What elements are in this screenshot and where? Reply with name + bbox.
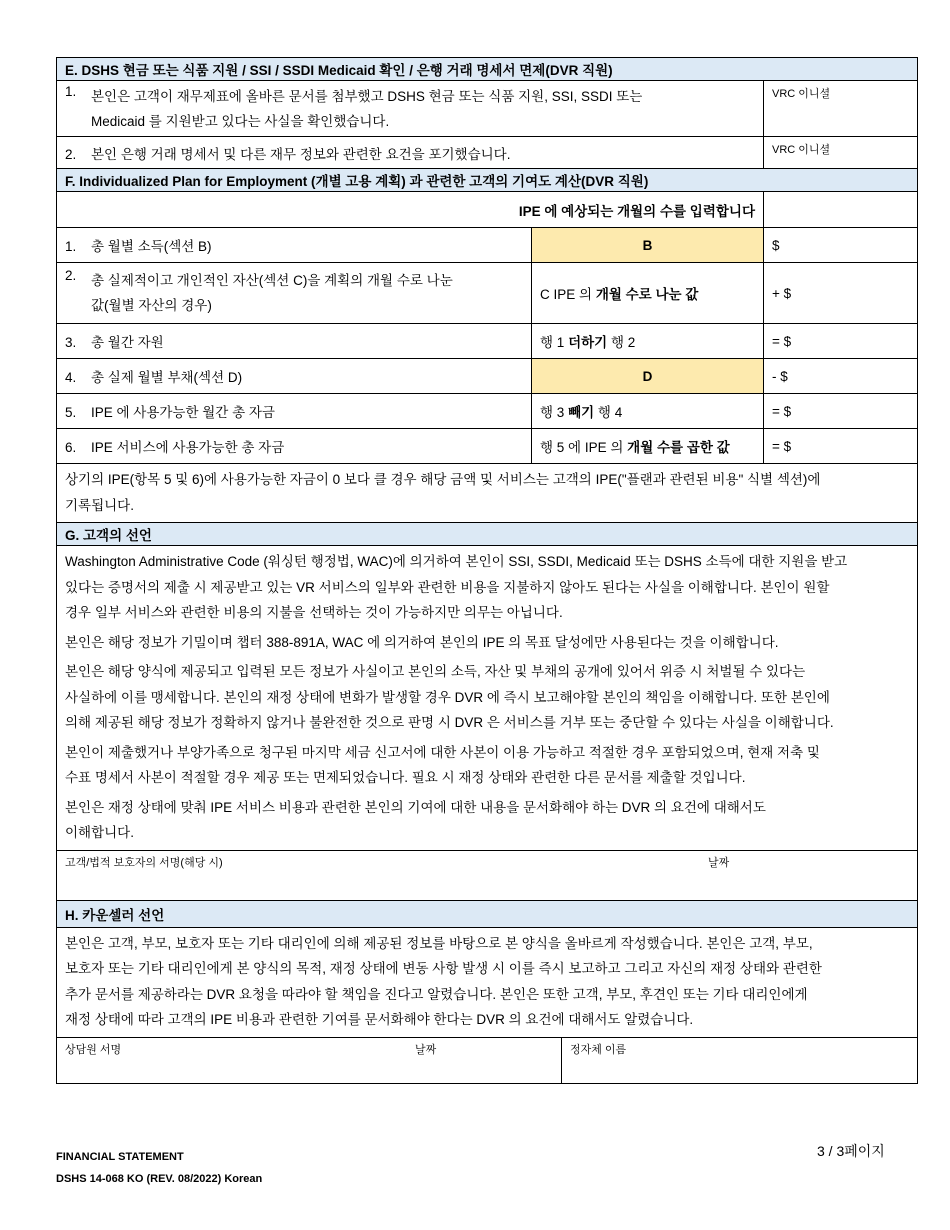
footer-title: FINANCIAL STATEMENT: [56, 1151, 184, 1163]
section-e-item-1: 1. 본인은 고객이 재무제표에 올바른 문서를 첨부했고 DSHS 현금 또는 식품 지원, SSI, SSDI 또는 Medicaid 를 지원받고 있다는 사실을 확인했습니다.: [57, 81, 764, 137]
f-row-5-label: 5. IPE 에 사용가능한 월간 총 자금: [57, 394, 532, 429]
f-row-1-calc: B: [532, 228, 764, 263]
section-f-note: 상기의 IPE(항목 5 및 6)에 사용가능한 자금이 0 보다 클 경우 해당 금액 및 서비스는 고객의 IPE("플랜과 관련된 비용" 식별 섹션)에 기록됩니다.: [57, 464, 918, 523]
client-signature-field[interactable]: 고객/법적 보호자의 서명(해당 시) 날짜: [57, 850, 918, 900]
f-row-4-calc: D: [532, 359, 764, 394]
f-row-1-label: 1. 총 월별 소득(섹션 B): [57, 228, 532, 263]
section-e-item-2: 2. 본인 은행 거래 명세서 및 다른 재무 정보와 관련한 요건을 포기했습니다.: [57, 137, 764, 169]
f-row-4-label: 4. 총 실제 월별 부채(섹션 D): [57, 359, 532, 394]
footer-form-info: [56, 1146, 262, 1190]
f-row-2-label: 2. 총 실제적이고 개인적인 자산(섹션 C)을 계획의 개월 수로 나눈 값(월별 자산의 경우): [57, 263, 532, 324]
client-date-label: 날짜: [708, 856, 730, 869]
f-row-1-amount[interactable]: $: [764, 228, 918, 263]
counselor-signature-field[interactable]: 상담원 서명 날짜: [57, 1037, 562, 1083]
f-row-3-calc: 행 1 더하기 행 2: [532, 324, 764, 359]
ipe-months-prompt: IPE 에 예상되는 개월의 수를 입력합니다: [57, 192, 764, 228]
page-number: 3 / 3페이지: [817, 1143, 885, 1159]
footer-form-id: DSHS 14-068 KO (REV. 08/2022) Korean: [56, 1173, 263, 1185]
f-row-3-label: 3. 총 월간 자원: [57, 324, 532, 359]
counselor-declaration-text: 본인은 고객, 부모, 보호자 또는 기타 대리인에 의해 제공된 정보를 바탕으로 본 양식을 올바르게 작성했습니다. 본인은 고객, 부모, 보호자 또는 기타 대리인에게 본 양식의 목적, 재정 상태에 변동 사항 발생 시 이를 즉시 보고하고 그리고 자신의 재정 상태와 관련한 추가 문서를 제공하라는 DVR 요청을 따라야 할 책임을 진다고 알렸습니다. 본인은 또한 고객, 부모, 후견인 또는 기타 대리인에게 재정 상태에 따라 고객의 IPE 비용과 관련한 기여를 문서화해야 한다는 DVR 의 요건에 대해서도 알렸습니다.: [57, 927, 918, 1037]
f-row-3-amount[interactable]: = $: [764, 324, 918, 359]
client-declaration-text: Washington Administrative Code (워싱턴 행정법, WAC)에 의거하여 본인이 SSI, SSDI, Medicaid 또는 DSHS 소득에 대한 지원을 받고 있다는 증명서의 제출 시 제공받고 있는 VR 서비스의 일부와 관련한 비용을 지불하지 않아도 된다는 사실을 이해합니다. 본인이 원할 경우 일부 서비스와 관련한 비용의 지불을 선택하는 것이 가능하지만 의무는 아닙니다. 본인은 해당 정보가 기밀이며 챕터 388-891A, WAC 에 의거하여 본인의 IPE 의 목표 달성에만 사용된다는 것을 이해합니다. 본인은 해당 양식에 제공되고 입력된 모든 정보가 사실이고 본인의 소득, 자산 및 부채의 공개에 있어서 위증 시 처벌될 수 있다는 사실하에 이를 맹세합니다. 본인의 재정 상태에 변화가 발생할 경우 DVR 에 즉시 보고해야할 본인의 책임을 이해합니다. 또한 본인에 의해 제공된 해당 정보가 정확하지 않거나 불완전한 것으로 판명 시 DVR 은 서비스를 거부 또는 중단할 수 있다는 사실을 이해합니다. 본인이 제출했거나 부양가족으로 청구된 마지막 세금 신고서에 대한 사본이 이용 가능하고 적절한 경우 포함되었으며, 현재 저축 및 수표 명세서 사본이 적절할 경우 제공 또는 면제되었습니다. 필요 시 재정 상태와 관련한 다른 문서를 제출할 것입니다. 본인은 재정 상태에 맞춰 IPE 서비스 비용과 관련한 본인의 기여에 대한 내용을 문서화해야 하는 DVR 의 요건에 대해서도 이해합니다.: [57, 546, 918, 851]
f-row-5-amount[interactable]: = $: [764, 394, 918, 429]
f-row-6-label: 6. IPE 서비스에 사용가능한 총 자금: [57, 429, 532, 464]
counselor-date-label: 날짜: [415, 1043, 437, 1056]
section-h-header: H. 카운셀러 선언: [57, 900, 918, 927]
f-row-6-amount[interactable]: = $: [764, 429, 918, 464]
f-row-5-calc: 행 3 빼기 행 4: [532, 394, 764, 429]
f-row-2-calc: C IPE 의 개월 수로 나눈 값: [532, 263, 764, 324]
ipe-months-input[interactable]: [764, 192, 918, 228]
section-g-header: G. 고객의 선언: [57, 523, 918, 546]
section-e-header: E. DSHS 현금 또는 식품 지원 / SSI / SSDI Medicaid 확인 / 은행 거래 명세서 면제(DVR 직원): [57, 58, 918, 81]
print-name-field[interactable]: 정자체 이름: [562, 1037, 918, 1083]
vrc-initials-field-2[interactable]: VRC 이니셜: [764, 137, 918, 169]
vrc-initials-field-1[interactable]: VRC 이니셜: [764, 81, 918, 137]
f-row-2-amount[interactable]: + $: [764, 263, 918, 324]
section-f-header: F. Individualized Plan for Employment (개별 고용 계획) 과 관련한 고객의 기여도 계산(DVR 직원): [57, 169, 918, 192]
financial-statement-form: [56, 57, 917, 1084]
f-row-4-amount[interactable]: - $: [764, 359, 918, 394]
f-row-6-calc: 행 5 에 IPE 의 개월 수를 곱한 값: [532, 429, 764, 464]
